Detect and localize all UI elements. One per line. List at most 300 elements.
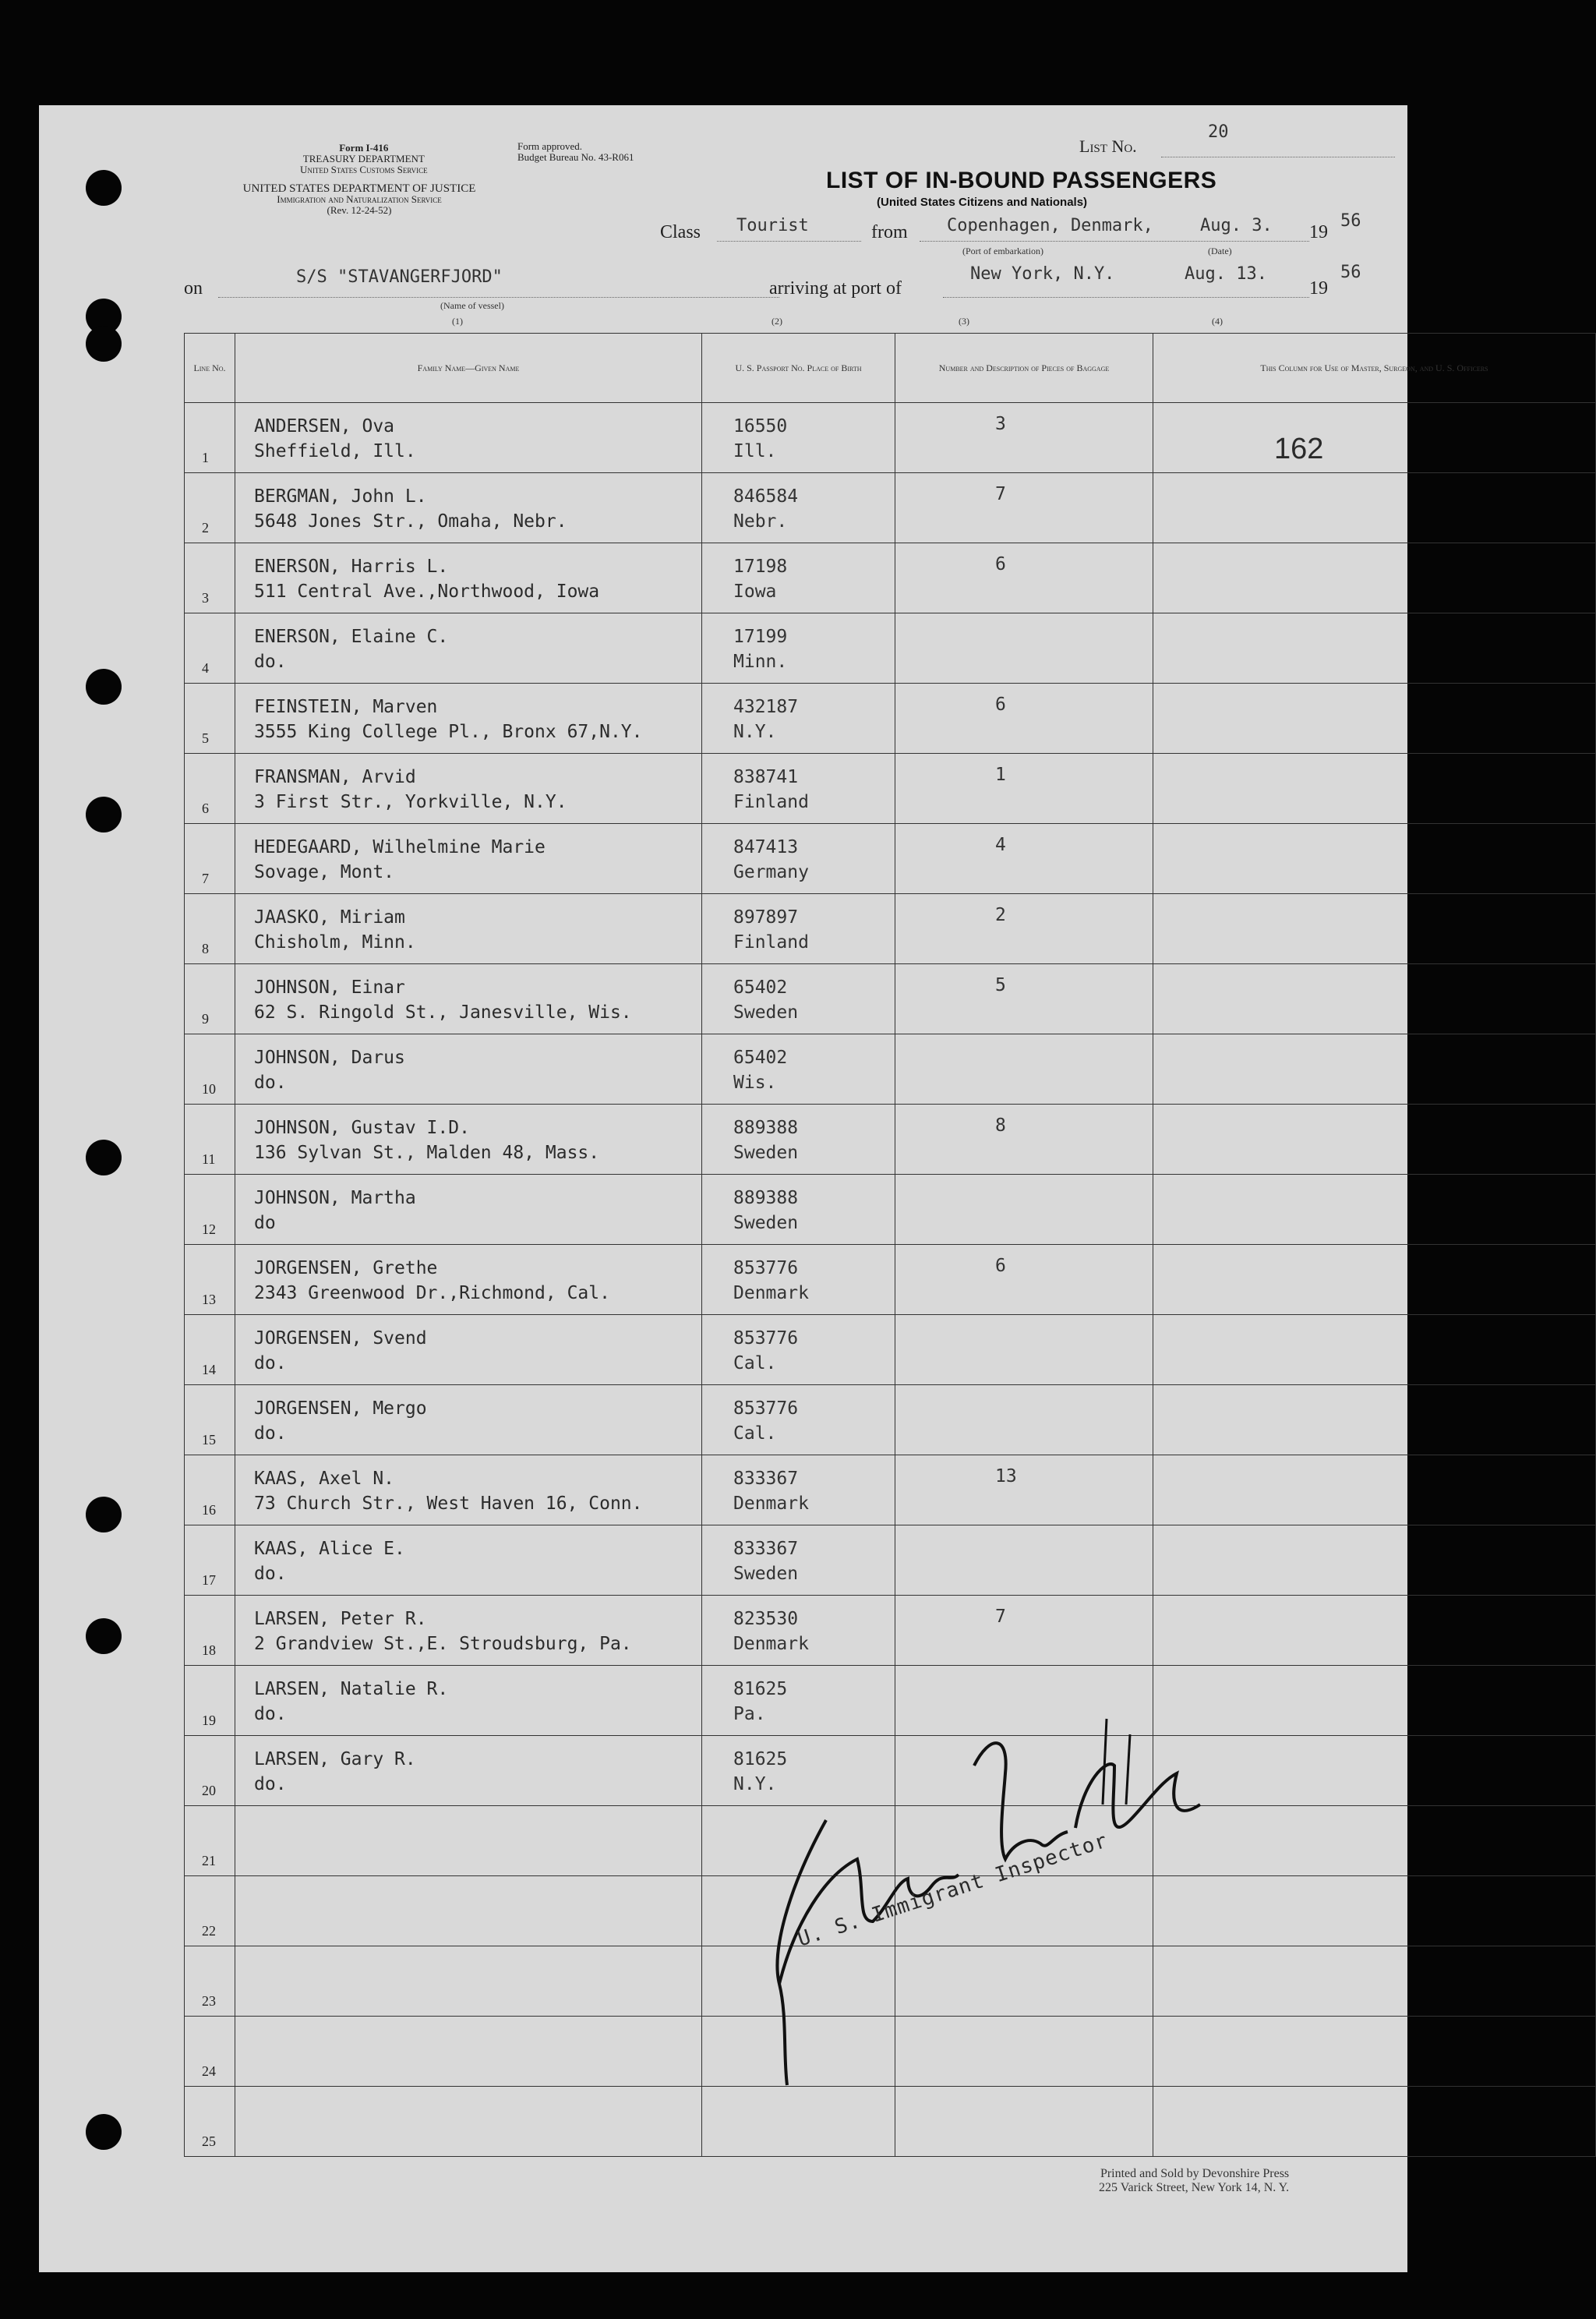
- col-num-2: (2): [772, 316, 782, 327]
- place-of-birth: Ill.: [733, 441, 777, 461]
- binder-hole: [86, 669, 122, 705]
- baggage-cell: [895, 824, 1153, 894]
- line-number: 24: [202, 2063, 216, 2079]
- line-number: 16: [202, 1502, 216, 1518]
- officers-cell: [1153, 2087, 1596, 2157]
- officers-cell: [1153, 1525, 1596, 1596]
- line-number-cell: [185, 1105, 235, 1175]
- table-row: [185, 964, 1596, 1034]
- vessel-caption: (Name of vessel): [440, 300, 504, 311]
- passport-cell: [702, 1175, 895, 1245]
- treasury-department: TREASURY DEPARTMENT: [302, 153, 425, 164]
- name-cell: [235, 684, 702, 754]
- passenger-address: do.: [254, 1704, 287, 1724]
- ins-service: Immigration and Naturalization Service: [277, 193, 442, 205]
- line-number-cell: [185, 473, 235, 543]
- passport-number: 847413: [733, 837, 799, 857]
- line-number-cell: [185, 1034, 235, 1105]
- passport-cell: [702, 894, 895, 964]
- passenger-address: 73 Church Str., West Haven 16, Conn.: [254, 1494, 643, 1514]
- baggage-cell: [895, 613, 1153, 684]
- officers-cell: [1153, 754, 1596, 824]
- passenger-address: do.: [254, 1353, 287, 1373]
- place-of-birth: Germany: [733, 862, 809, 882]
- line-number: 4: [202, 660, 209, 676]
- baggage-cell: [895, 754, 1153, 824]
- officers-cell: [1153, 1455, 1596, 1525]
- baggage-count: [895, 1525, 1153, 1536]
- name-cell: [235, 1525, 702, 1596]
- on-label: on: [184, 278, 203, 299]
- page-subtitle: (United States Citizens and Nationals): [877, 196, 1088, 209]
- line-number-cell: [185, 754, 235, 824]
- from-year-prefix: 19: [1309, 222, 1328, 242]
- baggage-cell: [895, 2087, 1153, 2157]
- passport-number: 889388: [733, 1188, 799, 1208]
- name-cell: [235, 1736, 702, 1806]
- line-number: 1: [202, 450, 209, 465]
- baggage-cell: [895, 1455, 1153, 1525]
- line-number: 5: [202, 730, 209, 746]
- place-of-birth: Denmark: [733, 1634, 809, 1654]
- passport-number: 823530: [733, 1609, 799, 1629]
- name-cell: [235, 2087, 702, 2157]
- col-passport-header: U. S. Passport No. Place of Birth: [702, 334, 895, 403]
- printer-line-2: 225 Varick Street, New York 14, N. Y.: [1099, 2181, 1290, 2194]
- passenger-name: JOHNSON, Einar: [254, 977, 405, 998]
- name-cell: [235, 1806, 702, 1876]
- baggage-cell: [895, 684, 1153, 754]
- line-number-cell: [185, 824, 235, 894]
- name-cell: [235, 1385, 702, 1455]
- officers-cell: [1153, 1385, 1596, 1455]
- from-date: Aug. 3.: [1200, 216, 1273, 235]
- passenger-name: JORGENSEN, Svend: [254, 1328, 427, 1349]
- budget-bureau: Budget Bureau No. 43-R061: [517, 151, 634, 163]
- baggage-count: 4: [995, 835, 1006, 855]
- class-label: Class: [660, 222, 701, 242]
- justice-department: UNITED STATES DEPARTMENT OF JUSTICE: [242, 182, 476, 195]
- place-of-birth: Sweden: [733, 1564, 799, 1584]
- place-of-birth: Finland: [733, 932, 809, 953]
- officers-cell: [1153, 1175, 1596, 1245]
- passport-cell: [702, 1525, 895, 1596]
- from-year: 56: [1340, 211, 1361, 231]
- baggage-count: 7: [995, 484, 1006, 504]
- line-number: 10: [202, 1081, 216, 1097]
- binder-hole: [86, 170, 122, 206]
- passenger-address: do.: [254, 652, 287, 672]
- passenger-name: ANDERSEN, Ova: [254, 416, 395, 437]
- line-number-cell: [185, 1525, 235, 1596]
- printer-line-1: Printed and Sold by Devonshire Press: [1100, 2167, 1290, 2180]
- table-row: [185, 2087, 1596, 2157]
- line-number-cell: [185, 613, 235, 684]
- agency-block: [184, 183, 535, 216]
- passenger-name: HEDEGAARD, Wilhelmine Marie: [254, 837, 546, 857]
- place-of-birth: Finland: [733, 792, 809, 812]
- line-number-cell: [185, 543, 235, 613]
- col-num-1: (1): [452, 316, 463, 327]
- baggage-cell: [895, 1596, 1153, 1666]
- line-number-cell: [185, 1596, 235, 1666]
- baggage-count: [895, 1315, 1153, 1326]
- baggage-cell: [895, 473, 1153, 543]
- passenger-name: ENERSON, Elaine C.: [254, 627, 449, 647]
- name-cell: [235, 1666, 702, 1736]
- table-row: [185, 894, 1596, 964]
- line-number: 21: [202, 1853, 216, 1868]
- table-row: [185, 1245, 1596, 1315]
- list-no-label: List No.: [1079, 136, 1137, 156]
- line-number: 20: [202, 1783, 216, 1798]
- passenger-name: LARSEN, Peter R.: [254, 1609, 427, 1629]
- place-of-birth: N.Y.: [733, 722, 777, 742]
- line-number: 17: [202, 1572, 216, 1588]
- baggage-count: [895, 1175, 1153, 1186]
- passenger-address: Sovage, Mont.: [254, 862, 395, 882]
- binder-hole: [86, 797, 122, 833]
- col-baggage-header: Number and Description of Pieces of Baggage: [895, 334, 1153, 403]
- place-of-birth: Denmark: [733, 1283, 809, 1303]
- table-row: [185, 1315, 1596, 1385]
- line-number: 12: [202, 1221, 216, 1237]
- baggage-cell: [895, 1315, 1153, 1385]
- passport-cell: [702, 684, 895, 754]
- passport-cell: [702, 964, 895, 1034]
- place-of-birth: Sweden: [733, 1213, 799, 1233]
- passport-number: 846584: [733, 486, 799, 507]
- name-cell: [235, 1175, 702, 1245]
- officers-cell: [1153, 824, 1596, 894]
- baggage-cell: [895, 1525, 1153, 1596]
- place-of-birth: Cal.: [733, 1423, 777, 1444]
- table-header-row: [185, 334, 1596, 403]
- baggage-count: 8: [995, 1115, 1006, 1136]
- table-row: [185, 1455, 1596, 1525]
- line-number-cell: [185, 1315, 235, 1385]
- place-of-birth: Sweden: [733, 1002, 799, 1023]
- passenger-name: JOHNSON, Gustav I.D.: [254, 1118, 470, 1138]
- passenger-name: JORGENSEN, Grethe: [254, 1258, 438, 1278]
- name-cell: [235, 473, 702, 543]
- passenger-address: 511 Central Ave.,Northwood, Iowa: [254, 582, 600, 602]
- table-row: [185, 543, 1596, 613]
- baggage-count: 5: [995, 975, 1006, 995]
- officers-cell: [1153, 1245, 1596, 1315]
- name-cell: [235, 1596, 702, 1666]
- baggage-count: [895, 613, 1153, 624]
- passport-number: 65402: [733, 977, 788, 998]
- passport-number: 833367: [733, 1539, 799, 1559]
- line-number: 2: [202, 520, 209, 536]
- passport-cell: [702, 1245, 895, 1315]
- passenger-address: 5648 Jones Str., Omaha, Nebr.: [254, 511, 567, 532]
- passport-number: 16550: [733, 416, 788, 437]
- passport-number: 81625: [733, 1749, 788, 1769]
- baggage-count: [895, 1034, 1153, 1045]
- table-row: [185, 1596, 1596, 1666]
- line-number: 11: [202, 1151, 216, 1167]
- line-number: 7: [202, 871, 209, 886]
- manifest-sheet: [39, 105, 1488, 2272]
- table-row: [185, 754, 1596, 824]
- place-of-birth: Iowa: [733, 582, 777, 602]
- passenger-address: Chisholm, Minn.: [254, 932, 416, 953]
- arrival-date: Aug. 13.: [1185, 264, 1267, 284]
- name-cell: [235, 964, 702, 1034]
- baggage-count: [895, 1385, 1153, 1396]
- passport-cell: [702, 1315, 895, 1385]
- name-cell: [235, 754, 702, 824]
- passport-number: 889388: [733, 1118, 799, 1138]
- passport-number: 65402: [733, 1048, 788, 1068]
- form-number: Form I-416: [339, 142, 389, 154]
- line-number: 8: [202, 941, 209, 956]
- passenger-address: 62 S. Ringold St., Janesville, Wis.: [254, 1002, 632, 1023]
- officers-cell: [1153, 894, 1596, 964]
- baggage-cell: [895, 964, 1153, 1034]
- passport-cell: [702, 1034, 895, 1105]
- passenger-address: Sheffield, Ill.: [254, 441, 416, 461]
- table-row: [185, 613, 1596, 684]
- binder-hole: [86, 1497, 122, 1532]
- table-row: [185, 1105, 1596, 1175]
- baggage-cell: [895, 403, 1153, 473]
- list-no-value: 20: [1208, 122, 1229, 142]
- arriving-label: arriving at port of: [769, 278, 902, 299]
- line-number-cell: [185, 2087, 235, 2157]
- place-of-birth: Minn.: [733, 652, 788, 672]
- arrival-year-prefix: 19: [1309, 278, 1328, 299]
- name-cell: [235, 1105, 702, 1175]
- name-cell: [235, 1245, 702, 1315]
- passenger-name: JOHNSON, Martha: [254, 1188, 416, 1208]
- col-num-4: (4): [1212, 316, 1223, 327]
- passport-cell: [702, 403, 895, 473]
- name-cell: [235, 824, 702, 894]
- table-row: [185, 684, 1596, 754]
- passport-cell: [702, 1455, 895, 1525]
- passenger-address: 3555 King College Pl., Bronx 67,N.Y.: [254, 722, 643, 742]
- class-value: Tourist: [736, 216, 809, 235]
- passport-number: 833367: [733, 1469, 799, 1489]
- passenger-address: 2343 Greenwood Dr.,Richmond, Cal.: [254, 1283, 610, 1303]
- col-num-3: (3): [959, 316, 969, 327]
- name-cell: [235, 543, 702, 613]
- form-approved: Form approved.: [517, 140, 583, 152]
- line-number: 19: [202, 1713, 216, 1728]
- line-number: 3: [202, 590, 209, 606]
- table-row: [185, 1525, 1596, 1596]
- baggage-count: 7: [995, 1607, 1006, 1627]
- line-number: 13: [202, 1292, 216, 1307]
- passport-number: 17199: [733, 627, 788, 647]
- passenger-name: KAAS, Alice E.: [254, 1539, 405, 1559]
- passenger-name: LARSEN, Natalie R.: [254, 1679, 449, 1699]
- passport-number: 853776: [733, 1398, 799, 1419]
- line-number-cell: [185, 1455, 235, 1525]
- form-number-block: [300, 143, 428, 175]
- passport-number: 853776: [733, 1328, 799, 1349]
- line-number: 9: [202, 1011, 209, 1027]
- line-number-cell: [185, 1666, 235, 1736]
- passport-cell: [702, 1105, 895, 1175]
- place-of-birth: Pa.: [733, 1704, 766, 1724]
- line-number-cell: [185, 1385, 235, 1455]
- name-cell: [235, 1034, 702, 1105]
- officers-cell: [1153, 1105, 1596, 1175]
- passport-number: 838741: [733, 767, 799, 787]
- place-of-birth: Sweden: [733, 1143, 799, 1163]
- officers-cell: [1153, 473, 1596, 543]
- baggage-count: 1: [995, 765, 1006, 785]
- col-officers-header: This Column for Use of Master, Surgeon, and U. S. Officers: [1153, 334, 1596, 403]
- date-caption: (Date): [1208, 246, 1232, 256]
- line-number-cell: [185, 1175, 235, 1245]
- passport-number: 81625: [733, 1679, 788, 1699]
- line-number: 6: [202, 801, 209, 816]
- passport-number: 853776: [733, 1258, 799, 1278]
- place-of-birth: Nebr.: [733, 511, 788, 532]
- from-port: Copenhagen, Denmark,: [947, 216, 1153, 235]
- baggage-cell: [895, 894, 1153, 964]
- baggage-cell: [895, 1385, 1153, 1455]
- binder-hole: [86, 326, 122, 362]
- passenger-address: 2 Grandview St.,E. Stroudsburg, Pa.: [254, 1634, 632, 1654]
- baggage-cell: [895, 1105, 1153, 1175]
- baggage-count: [895, 1666, 1153, 1677]
- officers-cell: [1153, 403, 1596, 473]
- passenger-name: JAASKO, Miriam: [254, 907, 405, 928]
- passenger-address: do.: [254, 1564, 287, 1584]
- passenger-address: do.: [254, 1774, 287, 1794]
- name-cell: [235, 1455, 702, 1525]
- place-of-birth: Cal.: [733, 1353, 777, 1373]
- officers-cell: [1153, 1596, 1596, 1666]
- officers-cell: [1153, 1315, 1596, 1385]
- name-cell: [235, 1315, 702, 1385]
- passenger-address: 3 First Str., Yorkville, N.Y.: [254, 792, 567, 812]
- baggage-count: 6: [995, 695, 1006, 715]
- passenger-name: ENERSON, Harris L.: [254, 557, 449, 577]
- passport-number: 897897: [733, 907, 799, 928]
- line-number-cell: [185, 1876, 235, 1946]
- passport-cell: [702, 473, 895, 543]
- line-number: 14: [202, 1362, 216, 1377]
- officers-cell: [1153, 1034, 1596, 1105]
- line-number-cell: [185, 1946, 235, 2017]
- name-cell: [235, 1876, 702, 1946]
- passport-number: 17198: [733, 557, 788, 577]
- port-embark-caption: (Port of embarkation): [962, 246, 1043, 256]
- passport-cell: [702, 2087, 895, 2157]
- passenger-name: LARSEN, Gary R.: [254, 1749, 416, 1769]
- line-number: 25: [202, 2133, 216, 2149]
- line-number: 15: [202, 1432, 216, 1448]
- officers-cell: [1153, 964, 1596, 1034]
- from-label: from: [871, 222, 908, 242]
- passport-cell: [702, 1596, 895, 1666]
- passport-cell: [702, 613, 895, 684]
- officers-cell: [1153, 613, 1596, 684]
- customs-service: United States Customs Service: [300, 164, 428, 175]
- line-number: 22: [202, 1923, 216, 1939]
- passport-number: 432187: [733, 697, 799, 717]
- arrival-year: 56: [1340, 263, 1361, 282]
- baggage-count: 6: [995, 554, 1006, 574]
- page-number: 162: [1274, 433, 1324, 465]
- passport-cell: [702, 1385, 895, 1455]
- baggage-count: 2: [995, 905, 1006, 925]
- arrival-port: New York, N.Y.: [970, 264, 1115, 284]
- baggage-cell: [895, 1175, 1153, 1245]
- line-number: 18: [202, 1642, 216, 1658]
- place-of-birth: Wis.: [733, 1073, 777, 1093]
- place-of-birth: N.Y.: [733, 1774, 777, 1794]
- approval-block: [517, 141, 634, 163]
- passenger-address: do.: [254, 1073, 287, 1093]
- line-number-cell: [185, 2017, 235, 2087]
- baggage-count: 3: [995, 414, 1006, 434]
- line-number-cell: [185, 1245, 235, 1315]
- table-row: [185, 1175, 1596, 1245]
- passenger-name: FRANSMAN, Arvid: [254, 767, 416, 787]
- line-number-cell: [185, 1806, 235, 1876]
- passenger-name: JOHNSON, Darus: [254, 1048, 405, 1068]
- baggage-cell: [895, 1245, 1153, 1315]
- baggage-cell: [895, 1034, 1153, 1105]
- name-cell: [235, 2017, 702, 2087]
- binder-hole: [86, 1140, 122, 1175]
- officers-cell: [1153, 543, 1596, 613]
- table-row: [185, 1385, 1596, 1455]
- passport-cell: [702, 543, 895, 613]
- table-row: [185, 1034, 1596, 1105]
- line-number-cell: [185, 894, 235, 964]
- printer-imprint: [1099, 2167, 1289, 2195]
- passenger-name: JORGENSEN, Mergo: [254, 1398, 427, 1419]
- vessel-name: S/S "STAVANGERFJORD": [296, 267, 503, 287]
- passenger-address: do.: [254, 1423, 287, 1444]
- passenger-name: BERGMAN, John L.: [254, 486, 427, 507]
- passenger-address: do: [254, 1213, 276, 1233]
- binder-hole: [86, 2114, 122, 2150]
- table-row: [185, 824, 1596, 894]
- name-cell: [235, 613, 702, 684]
- line-number-cell: [185, 964, 235, 1034]
- officers-cell: [1153, 684, 1596, 754]
- line-number-cell: [185, 403, 235, 473]
- page-title: LIST OF IN-BOUND PASSENGERS: [826, 168, 1217, 193]
- revision-date: (Rev. 12-24-52): [327, 204, 392, 216]
- binder-hole: [86, 1618, 122, 1654]
- baggage-count: 6: [995, 1256, 1006, 1276]
- passenger-address: 136 Sylvan St., Malden 48, Mass.: [254, 1143, 600, 1163]
- inspector-stamp: U. S. Immigrant Inspector: [795, 1829, 1111, 1952]
- baggage-cell: [895, 543, 1153, 613]
- name-cell: [235, 894, 702, 964]
- name-cell: [235, 403, 702, 473]
- passport-cell: [702, 754, 895, 824]
- line-number-cell: [185, 1736, 235, 1806]
- passport-cell: [702, 824, 895, 894]
- table-row: [185, 403, 1596, 473]
- place-of-birth: Denmark: [733, 1494, 809, 1514]
- line-number-cell: [185, 684, 235, 754]
- passenger-name: FEINSTEIN, Marven: [254, 697, 438, 717]
- baggage-count: 13: [995, 1466, 1017, 1486]
